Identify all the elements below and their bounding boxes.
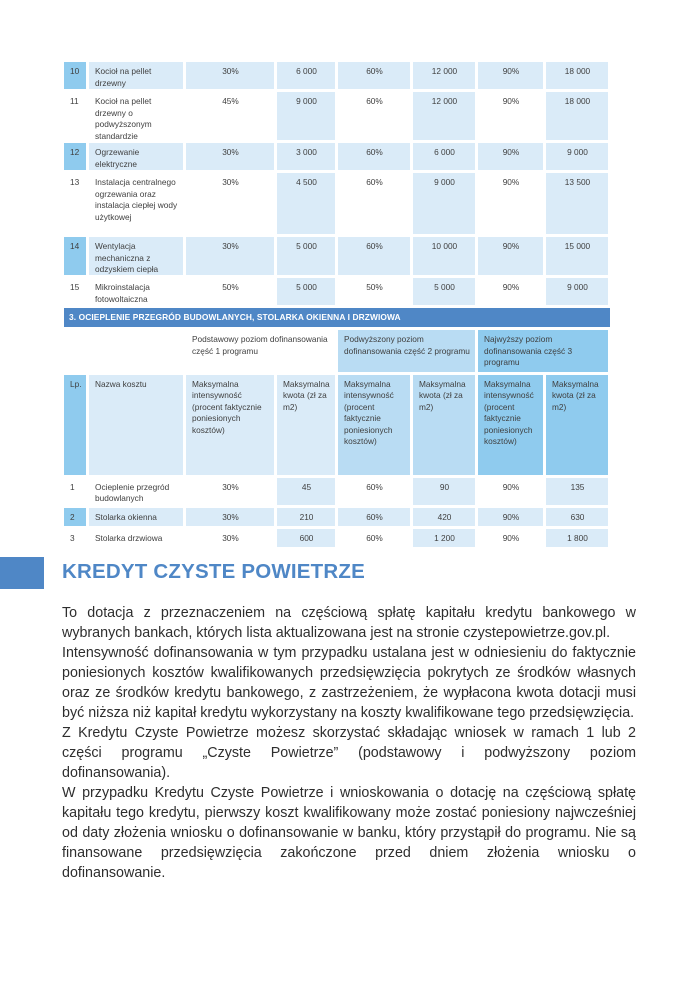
col-header-intensity-2: Maksymalna intensywność (procent faktycznie poniesionych kosztów): [338, 375, 410, 475]
amount-level-3: 18 000: [546, 62, 608, 89]
cost-name: Stolarka okienna: [89, 508, 183, 526]
row-number: 2: [64, 508, 86, 526]
level-header-row: [64, 330, 610, 372]
amount-level-1: 6 000: [277, 62, 335, 89]
level-2-header: Podwyższony poziom dofinansowania część 2 programu: [338, 330, 475, 372]
paragraph: Intensywność dofinansowania w tym przypadku ustalana jest w odniesieniu do faktycznie poniesionych kosztów kwalifikowanych przedsięwzięcia pokrytych ze środków własnych oraz ze środków kredytu bankowego, z zastrzeżeniem, że wypłacona kwota dotacji musi być niższa niż kapitał kredytu wykorzystany na koszty kwalifikowane tego przedsięwzięcia.: [62, 645, 636, 721]
amount-level-1: 600: [277, 529, 335, 547]
level-1-header: Podstawowy poziom dofinansowania część 1 programu: [192, 334, 328, 356]
row-number: 13: [70, 177, 80, 187]
amount-level-2: 1 200: [413, 529, 475, 547]
paragraph: W przypadku Kredytu Czyste Powietrze i wnioskowania o dotację na częściową spłatę kapitału tego kredytu, pierwszy koszt kwalifikowany może zostać poniesiony najwcześniej od daty złożenia wniosku o dofinansowanie w banku, który przystąpił do programu. Nie są finansowane przedsięwzięcia zakończone przed dniem złożenia wniosku o dofinansowanie.: [62, 785, 636, 881]
table-row: [64, 478, 610, 505]
amount-level-2: 10 000: [413, 237, 475, 275]
cost-name: Mikroinstalacja fotowoltaiczna: [95, 282, 150, 304]
intensity-level-3: 90%: [502, 96, 520, 106]
table-row: [64, 237, 610, 275]
section-3-title: 3. OCIEPLENIE PRZEGRÓD BUDOWLANYCH, STOLARKA OKIENNA I DRZWIOWA: [64, 308, 610, 327]
amount-level-2: 12 000: [413, 92, 475, 140]
amount-level-1: 9 000: [277, 92, 335, 140]
amount-level-2: 420: [413, 508, 475, 526]
table-row: [64, 278, 610, 305]
cost-name: Wentylacja mechaniczna z odzyskiem ciepła: [89, 237, 183, 275]
amount-level-3: 1 800: [546, 529, 608, 547]
amount-level-2: 5 000: [413, 278, 475, 305]
level-header-spacer: [64, 330, 86, 372]
level-header-spacer: [89, 330, 183, 372]
intensity-level-3: 90%: [502, 177, 520, 187]
table-row: [64, 173, 610, 234]
table-row: [64, 529, 610, 547]
cost-name: Instalacja centralnego ogrzewania oraz instalacja ciepłej wody użytkowej: [95, 177, 178, 222]
table-section-heating: [64, 62, 610, 305]
col-header-lp: Lp.: [64, 375, 86, 475]
intensity-level-2: 60%: [338, 237, 410, 275]
intensity-level-2: 60%: [338, 508, 410, 526]
intensity-level-3: 90%: [502, 481, 520, 492]
cost-name: Stolarka drzwiowa: [95, 532, 163, 543]
amount-level-3: 18 000: [546, 92, 608, 140]
heading-accent-block: [0, 557, 44, 589]
row-number: 11: [70, 96, 79, 106]
row-number: 14: [64, 237, 86, 275]
amount-level-3: 9 000: [546, 278, 608, 305]
col-header-intensity-1: Maksymalna intensywność (procent faktycznie poniesionych kosztów): [186, 375, 274, 475]
intensity-level-1: 30%: [186, 508, 274, 526]
amount-level-3: 630: [546, 508, 608, 526]
col-header-amount-1: Maksymalna kwota (zł za m2): [277, 375, 335, 475]
paragraph: To dotacja z przeznaczeniem na częściową spłatę kapitału kredytu bankowego w wybranych bankach, których lista aktualizowana jest na stronie czystepowietrze.gov.pl.: [62, 605, 636, 641]
section-heading: KREDYT CZYSTE POWIETRZE: [62, 560, 366, 583]
intensity-level-1: 30%: [186, 62, 274, 89]
row-number: 15: [70, 282, 80, 292]
table-section-insulation: [64, 478, 610, 547]
intensity-level-2: 60%: [366, 532, 383, 543]
intensity-level-1: 30%: [222, 532, 239, 543]
amount-level-1: 210: [277, 508, 335, 526]
table-row: [64, 508, 610, 526]
intensity-level-2: 60%: [338, 62, 410, 89]
amount-level-1: 5 000: [277, 237, 335, 275]
intensity-level-2: 50%: [366, 282, 383, 292]
amount-level-3: 13 500: [546, 173, 608, 234]
amount-level-3: 15 000: [546, 237, 608, 275]
table-row: [64, 92, 610, 140]
intensity-level-1: 45%: [222, 96, 239, 106]
amount-level-1: 4 500: [277, 173, 335, 234]
amount-level-2: 9 000: [413, 173, 475, 234]
paragraph: Z Kredytu Czyste Powietrze możesz skorzystać składając wniosek w ramach 1 lub 2 części programu „Czyste Powietrze” (podstawowy i podwyższony poziom dofinansowania).: [62, 725, 636, 781]
column-header-row: [64, 375, 610, 475]
col-header-intensity-3: Maksymalna intensywność (procent faktycznie poniesionych kosztów): [478, 375, 543, 475]
table-row: [64, 62, 610, 89]
amount-level-2: 6 000: [413, 143, 475, 170]
intensity-level-2: 60%: [366, 481, 383, 492]
row-number: 10: [64, 62, 86, 89]
amount-level-3: 9 000: [546, 143, 608, 170]
intensity-level-3: 90%: [502, 282, 520, 292]
intensity-level-1: 50%: [222, 282, 239, 292]
col-header-amount-2: Maksymalna kwota (zł za m2): [413, 375, 475, 475]
table-row: [64, 143, 610, 170]
cost-name: Kocioł na pellet drzewny: [89, 62, 183, 89]
intensity-level-1: 30%: [222, 177, 239, 187]
intensity-level-3: 90%: [502, 532, 520, 543]
intensity-level-1: 30%: [222, 481, 239, 492]
cost-name: Ocieplenie przegród budowlanych: [95, 481, 170, 503]
cost-name: Ogrzewanie elektryczne: [89, 143, 183, 170]
intensity-level-1: 30%: [186, 143, 274, 170]
intensity-level-3: 90%: [478, 143, 543, 170]
row-number: 3: [70, 532, 75, 543]
intensity-level-2: 60%: [366, 96, 383, 106]
intensity-level-1: 30%: [186, 237, 274, 275]
intensity-level-3: 90%: [478, 508, 543, 526]
intensity-level-2: 60%: [366, 177, 383, 187]
amount-level-1: 5 000: [277, 278, 335, 305]
article-body: [62, 603, 636, 883]
amount-level-2: 12 000: [413, 62, 475, 89]
funding-table: [64, 62, 610, 550]
intensity-level-3: 90%: [478, 237, 543, 275]
amount-level-1: 3 000: [277, 143, 335, 170]
row-number: 1: [70, 481, 75, 492]
col-header-amount-3: Maksymalna kwota (zł za m2): [546, 375, 608, 475]
level-3-header: Najwyższy poziom dofinansowania część 3 programu: [478, 330, 608, 372]
intensity-level-2: 60%: [338, 143, 410, 170]
col-header-name: Nazwa kosztu: [89, 375, 183, 475]
intensity-level-3: 90%: [478, 62, 543, 89]
amount-level-3: 135: [546, 478, 608, 505]
row-number: 12: [64, 143, 86, 170]
amount-level-1: 45: [277, 478, 335, 505]
cost-name: Kocioł na pellet drzewny o podwyższonym standardzie: [95, 96, 152, 141]
amount-level-2: 90: [413, 478, 475, 505]
